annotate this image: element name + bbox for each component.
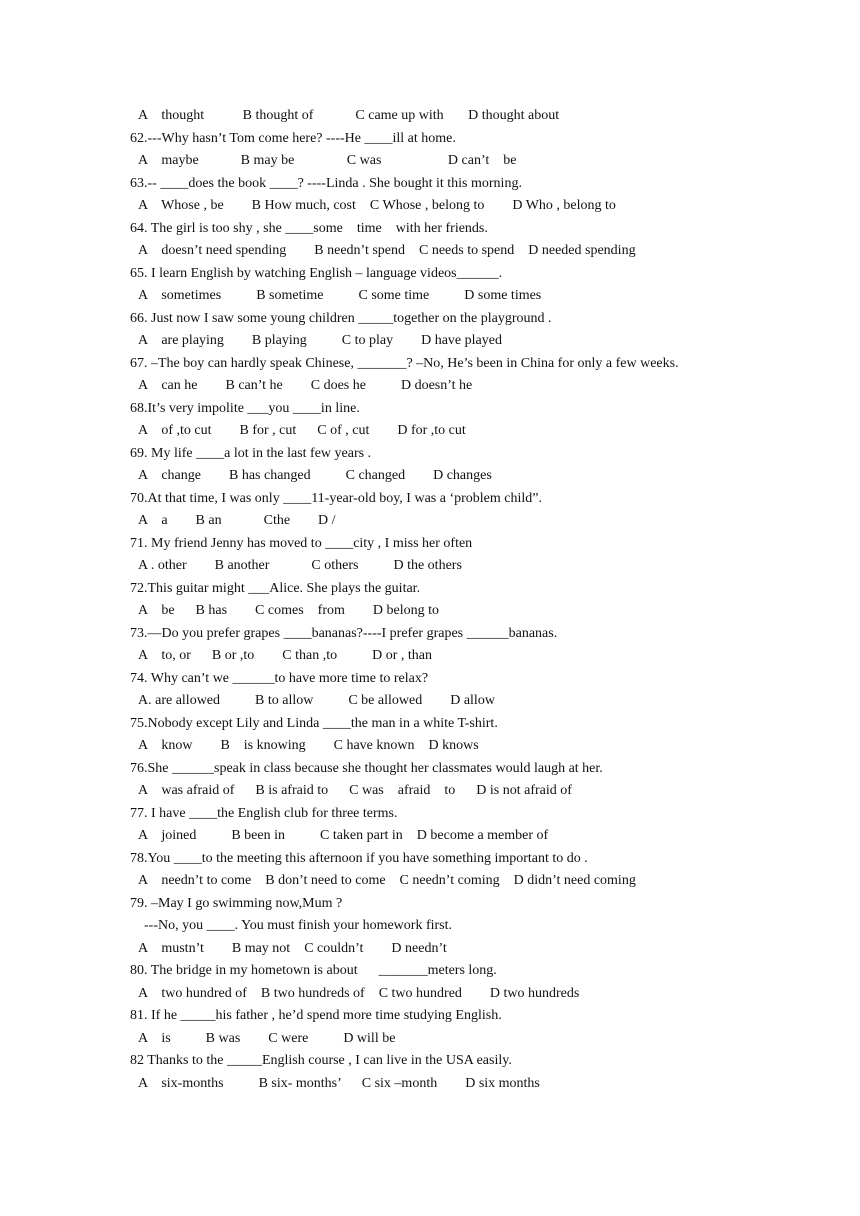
question-text: 73.—Do you prefer grapes ____bananas?----I prefer grapes ______bananas. <box>130 625 558 641</box>
question-text: 62.---Why hasn’t Tom come here? ----He ____ill at home. <box>130 130 456 146</box>
question-text: 72.This guitar might ___Alice. She plays the guitar. <box>130 580 421 596</box>
question-text: 71. My friend Jenny has moved to ____city , I miss her often <box>130 535 473 551</box>
answer-options: A change B has changed C changed D changes <box>138 468 492 483</box>
answer-options: A a B an Cthe D / <box>138 513 336 528</box>
answer-options: A needn’t to come B don’t need to come C needn’t coming D didn’t need coming <box>138 873 636 888</box>
question-text: 66. Just now I saw some young children _____together on the playground . <box>130 310 552 326</box>
answer-options: A know B is knowing C have known D knows <box>138 738 479 753</box>
question-text: 81. If he _____his father , he’d spend more time studying English. <box>130 1008 502 1023</box>
question-text: 77. I have ____the English club for three terms. <box>130 805 398 821</box>
question-text: 70.At that time, I was only ____11-year-old boy, I was a ‘problem child”. <box>130 490 542 506</box>
question-list <box>130 105 830 1095</box>
answer-options: A of ,to cut B for , cut C of , cut D for ,to cut <box>138 423 466 438</box>
answer-options: A was afraid of B is afraid to C was afraid to D is not afraid of <box>138 783 572 798</box>
answer-options: A six-months B six- months’ C six –month D six months <box>138 1075 540 1091</box>
question-text: 82 Thanks to the _____English course , I can live in the USA easily. <box>130 1053 512 1068</box>
question-text: 68.It’s very impolite ___you ____in line. <box>130 400 360 416</box>
answer-options: A mustn’t B may not C couldn’t D needn’t <box>138 940 447 956</box>
question-text: 63.-- ____does the book ____? ----Linda . She bought it this morning. <box>130 175 522 191</box>
question-text: 67. –The boy can hardly speak Chinese, _______? –No, He’s been in China for only a few weeks. <box>130 355 679 371</box>
answer-options: A two hundred of B two hundreds of C two hundred D two hundreds <box>138 985 580 1001</box>
answer-options: A are playing B playing C to play D have played <box>138 333 502 348</box>
question-text: 74. Why can’t we ______to have more time to relax? <box>130 670 429 686</box>
answer-options: A. are allowed B to allow C be allowed D allow <box>138 693 495 708</box>
question-subline: ---No, you ____. You must finish your homework first. <box>144 918 452 933</box>
question-text: 79. –May I go swimming now,Mum ? <box>130 895 343 911</box>
answer-options: A Whose , be B How much, cost C Whose , belong to D Who , belong to <box>138 198 616 213</box>
answer-options: A sometimes B sometime C some time D some times <box>138 288 542 303</box>
question-text: 78.You ____to the meeting this afternoon if you have something important to do . <box>130 850 588 866</box>
answer-options: A be B has C comes from D belong to <box>138 603 439 618</box>
answer-options: A maybe B may be C was D can’t be <box>138 153 517 168</box>
answer-options: A . other B another C others D the others <box>138 558 462 573</box>
answer-options: A to, or B or ,to C than ,to D or , than <box>138 648 432 663</box>
answer-options: A joined B been in C taken part in D become a member of <box>138 828 549 843</box>
answer-options: A is B was C were D will be <box>138 1030 396 1046</box>
answer-options: A can he B can’t he C does he D doesn’t he <box>138 378 473 393</box>
answer-options: A doesn’t need spending B needn’t spend C needs to spend D needed spending <box>138 243 636 258</box>
question-text: 80. The bridge in my hometown is about _______meters long. <box>130 963 497 978</box>
question-text: 64. The girl is too shy , she ____some time with her friends. <box>130 220 488 236</box>
question-text: 76.She ______speak in class because she thought her classmates would laugh at her. <box>130 760 603 776</box>
question-text: 75.Nobody except Lily and Linda ____the man in a white T-shirt. <box>130 715 498 731</box>
question-text: 65. I learn English by watching English – language videos______. <box>130 265 503 281</box>
question-text: 69. My life ____a lot in the last few years . <box>130 445 372 461</box>
answer-options: A thought B thought of C came up with D thought about <box>138 108 560 123</box>
